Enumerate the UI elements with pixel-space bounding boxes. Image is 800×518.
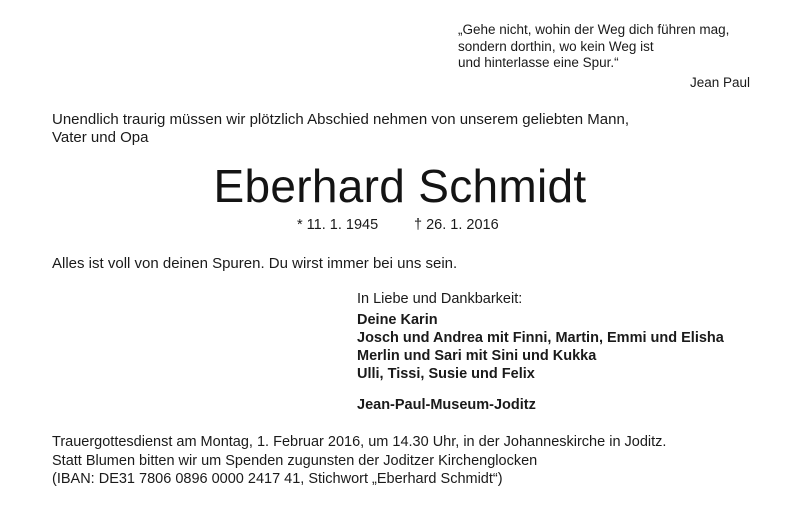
donation-line: Statt Blumen bitten wir um Spenden zugunsten der Joditzer Kirchenglocken [52,453,538,469]
service-info [52,433,772,488]
mourner-institution: Jean-Paul-Museum-Joditz [357,397,536,413]
mourner-entry: Ulli, Tissi, Susie und Felix [357,366,535,382]
quote-line: „Gehe nicht, wohin der Weg dich führen mag, [458,22,730,37]
iban-line: (IBAN: DE31 7806 0896 0000 2417 41, Stichwort „Eberhard Schmidt“) [52,471,503,487]
quote-line: sondern dorthin, wo kein Weg ist [458,38,654,54]
service-line: Trauergottesdienst am Montag, 1. Februar 2016, um 14.30 Uhr, in der Johanneskirche in Joditz. [52,434,667,450]
intro-line: Vater und Opa [52,129,149,146]
intro-text [52,111,692,147]
death-date: † 26. 1. 2016 [414,217,499,233]
epigraph-quote [458,22,750,91]
mourners-block [357,290,787,414]
memory-line: Alles ist voll von deinen Spuren. Du wirst immer bei uns sein. [52,255,458,272]
quote-author: Jean Paul [689,74,750,90]
mourner-entry: Josch und Andrea mit Finni, Martin, Emmi und Elisha [357,330,724,346]
intro-line: Unendlich traurig müssen wir plötzlich Abschied nehmen von unserem geliebten Mann, [52,111,629,128]
mourner-entry: Deine Karin [357,312,438,328]
deceased-name: Eberhard Schmidt [213,160,587,212]
mourner-entry: Merlin und Sari mit Sini und Kukka [357,348,597,364]
mourners-intro: In Liebe und Dankbarkeit: [357,291,523,307]
quote-line: und hinterlasse eine Spur.“ [458,55,619,70]
birth-date: * 11. 1. 1945 [297,217,379,233]
